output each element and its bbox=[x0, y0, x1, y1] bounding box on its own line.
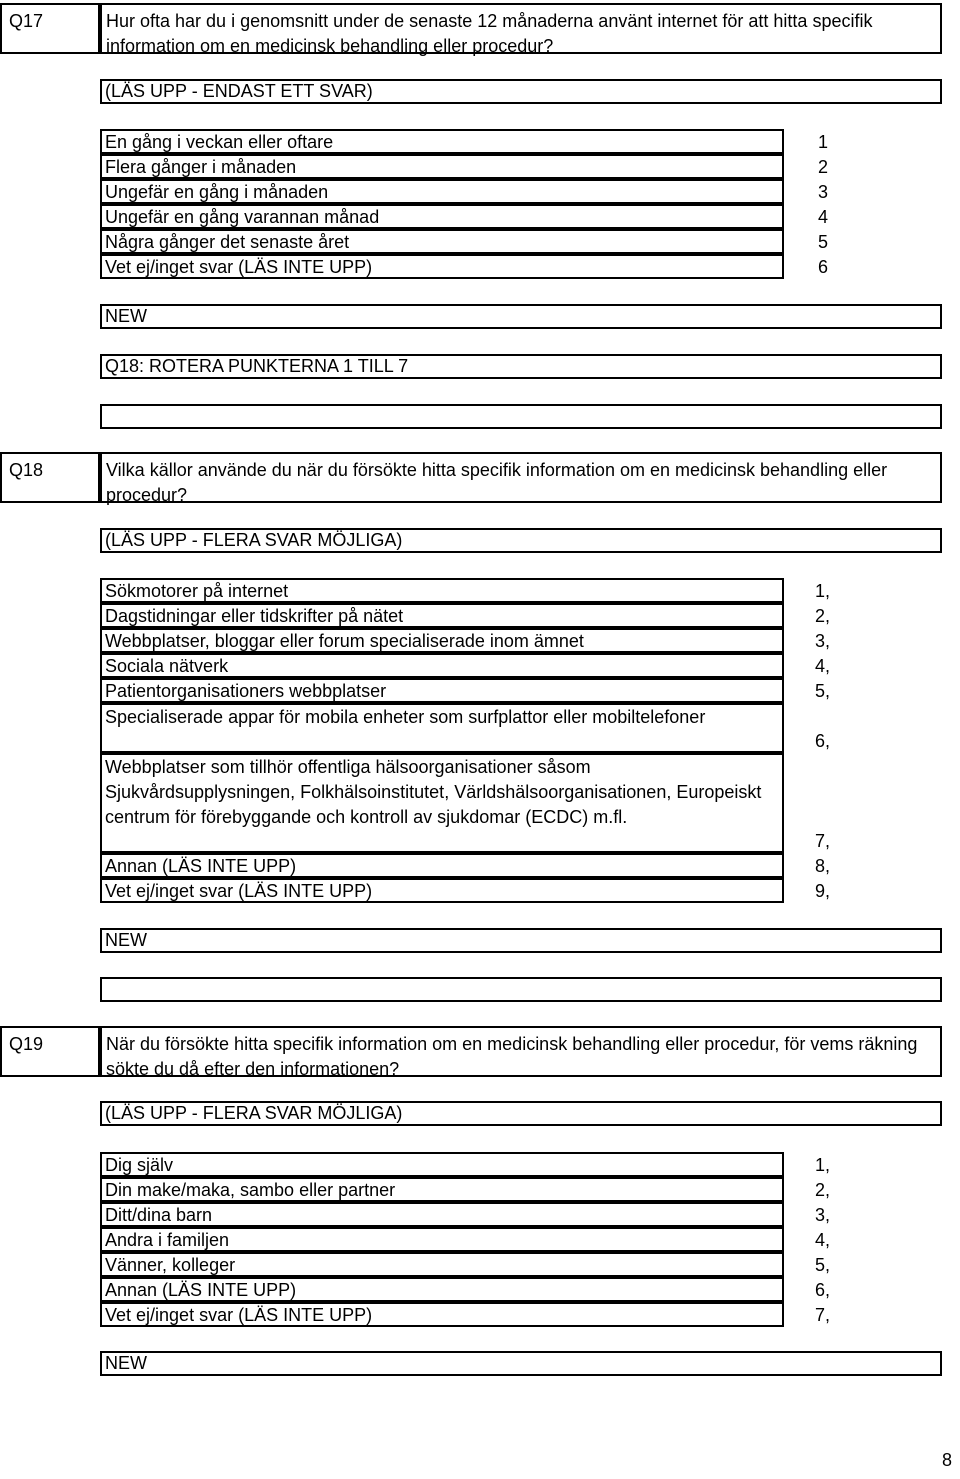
option-q18-5: Patientorganisationers webbplatser bbox=[100, 678, 784, 703]
option-code-q18-3: 3, bbox=[815, 631, 831, 651]
option-q19-6: Annan (LÄS INTE UPP) bbox=[100, 1277, 784, 1302]
option-q18-6: Specialiserade appar för mobila enheter som surfplattor eller mobiltelefoner bbox=[100, 703, 784, 753]
option-q18-3: Webbplatser, bloggar eller forum specialiserade inom ämnet bbox=[100, 628, 784, 653]
option-q17-1: En gång i veckan eller oftare bbox=[100, 129, 784, 154]
option-code-q18-2: 2, bbox=[815, 606, 831, 626]
option-code-q18-7: 7, bbox=[815, 831, 831, 851]
option-code-q19-7: 7, bbox=[815, 1305, 831, 1325]
option-q18-7: Webbplatser som tillhör offentliga hälsoorganisationer såsom Sjukvårdsupplysningen, Folkhälsoinstitutet, Världshälsoorganisationen, Europeiskt centrum för förebyggande och kontroll av sjukdomar (ECDC) m.fl. bbox=[100, 753, 784, 853]
option-code-q19-2: 2, bbox=[815, 1180, 831, 1200]
option-q18-8: Annan (LÄS INTE UPP) bbox=[100, 853, 784, 878]
instruction-q18: (LÄS UPP - FLERA SVAR MÖJLIGA) bbox=[100, 528, 942, 553]
new-label-q18: NEW bbox=[100, 928, 942, 953]
question-text-q18: Vilka källor använde du när du försökte hitta specifik information om en medicinsk behandling eller procedur? bbox=[100, 452, 942, 503]
spacer-bar bbox=[100, 404, 942, 429]
option-code-q19-5: 5, bbox=[815, 1255, 831, 1275]
option-q17-4: Ungefär en gång varannan månad bbox=[100, 204, 784, 229]
option-q19-4: Andra i familjen bbox=[100, 1227, 784, 1252]
new-label-q19: NEW bbox=[100, 1351, 942, 1376]
option-q18-9: Vet ej/inget svar (LÄS INTE UPP) bbox=[100, 878, 784, 903]
option-q18-1: Sökmotorer på internet bbox=[100, 578, 784, 603]
option-q19-2: Din make/maka, sambo eller partner bbox=[100, 1177, 784, 1202]
question-text-q17: Hur ofta har du i genomsnitt under de senaste 12 månaderna använt internet för att hitta specifik information om en medicinsk behandling eller procedur? bbox=[100, 3, 942, 54]
rotation-note-q18: Q18: ROTERA PUNKTERNA 1 TILL 7 bbox=[100, 354, 942, 379]
option-q19-1: Dig själv bbox=[100, 1152, 784, 1177]
option-code-q17-1: 1 bbox=[818, 132, 829, 152]
option-q18-2: Dagstidningar eller tidskrifter på nätet bbox=[100, 603, 784, 628]
question-id-q19: Q19 bbox=[0, 1026, 100, 1077]
option-code-q18-1: 1, bbox=[815, 581, 831, 601]
instruction-q17: (LÄS UPP - ENDAST ETT SVAR) bbox=[100, 79, 942, 104]
option-q17-3: Ungefär en gång i månaden bbox=[100, 179, 784, 204]
spacer-bar-2 bbox=[100, 977, 942, 1002]
option-q17-6: Vet ej/inget svar (LÄS INTE UPP) bbox=[100, 254, 784, 279]
option-code-q18-5: 5, bbox=[815, 681, 831, 701]
option-code-q17-4: 4 bbox=[818, 207, 829, 227]
question-text-q19: När du försökte hitta specifik information om en medicinsk behandling eller procedur, för vems räkning sökte du då efter den informationen? bbox=[100, 1026, 942, 1077]
page-number: 8 bbox=[941, 1450, 952, 1470]
question-id-q18: Q18 bbox=[0, 452, 100, 503]
option-code-q17-6: 6 bbox=[818, 257, 829, 277]
option-code-q19-1: 1, bbox=[815, 1155, 831, 1175]
option-q17-5: Några gånger det senaste året bbox=[100, 229, 784, 254]
option-code-q17-5: 5 bbox=[818, 232, 829, 252]
option-q17-2: Flera gånger i månaden bbox=[100, 154, 784, 179]
instruction-q19: (LÄS UPP - FLERA SVAR MÖJLIGA) bbox=[100, 1101, 942, 1126]
option-code-q18-4: 4, bbox=[815, 656, 831, 676]
option-q19-7: Vet ej/inget svar (LÄS INTE UPP) bbox=[100, 1302, 784, 1327]
option-code-q19-4: 4, bbox=[815, 1230, 831, 1250]
option-code-q18-9: 9, bbox=[815, 881, 831, 901]
option-code-q17-2: 2 bbox=[818, 157, 829, 177]
option-q19-3: Ditt/dina barn bbox=[100, 1202, 784, 1227]
new-label-q17: NEW bbox=[100, 304, 942, 329]
option-code-q19-3: 3, bbox=[815, 1205, 831, 1225]
option-code-q19-6: 6, bbox=[815, 1280, 831, 1300]
option-q18-4: Sociala nätverk bbox=[100, 653, 784, 678]
option-code-q17-3: 3 bbox=[818, 182, 829, 202]
option-code-q18-6: 6, bbox=[815, 731, 831, 751]
question-id-q17: Q17 bbox=[0, 3, 100, 54]
option-q19-5: Vänner, kolleger bbox=[100, 1252, 784, 1277]
option-code-q18-8: 8, bbox=[815, 856, 831, 876]
